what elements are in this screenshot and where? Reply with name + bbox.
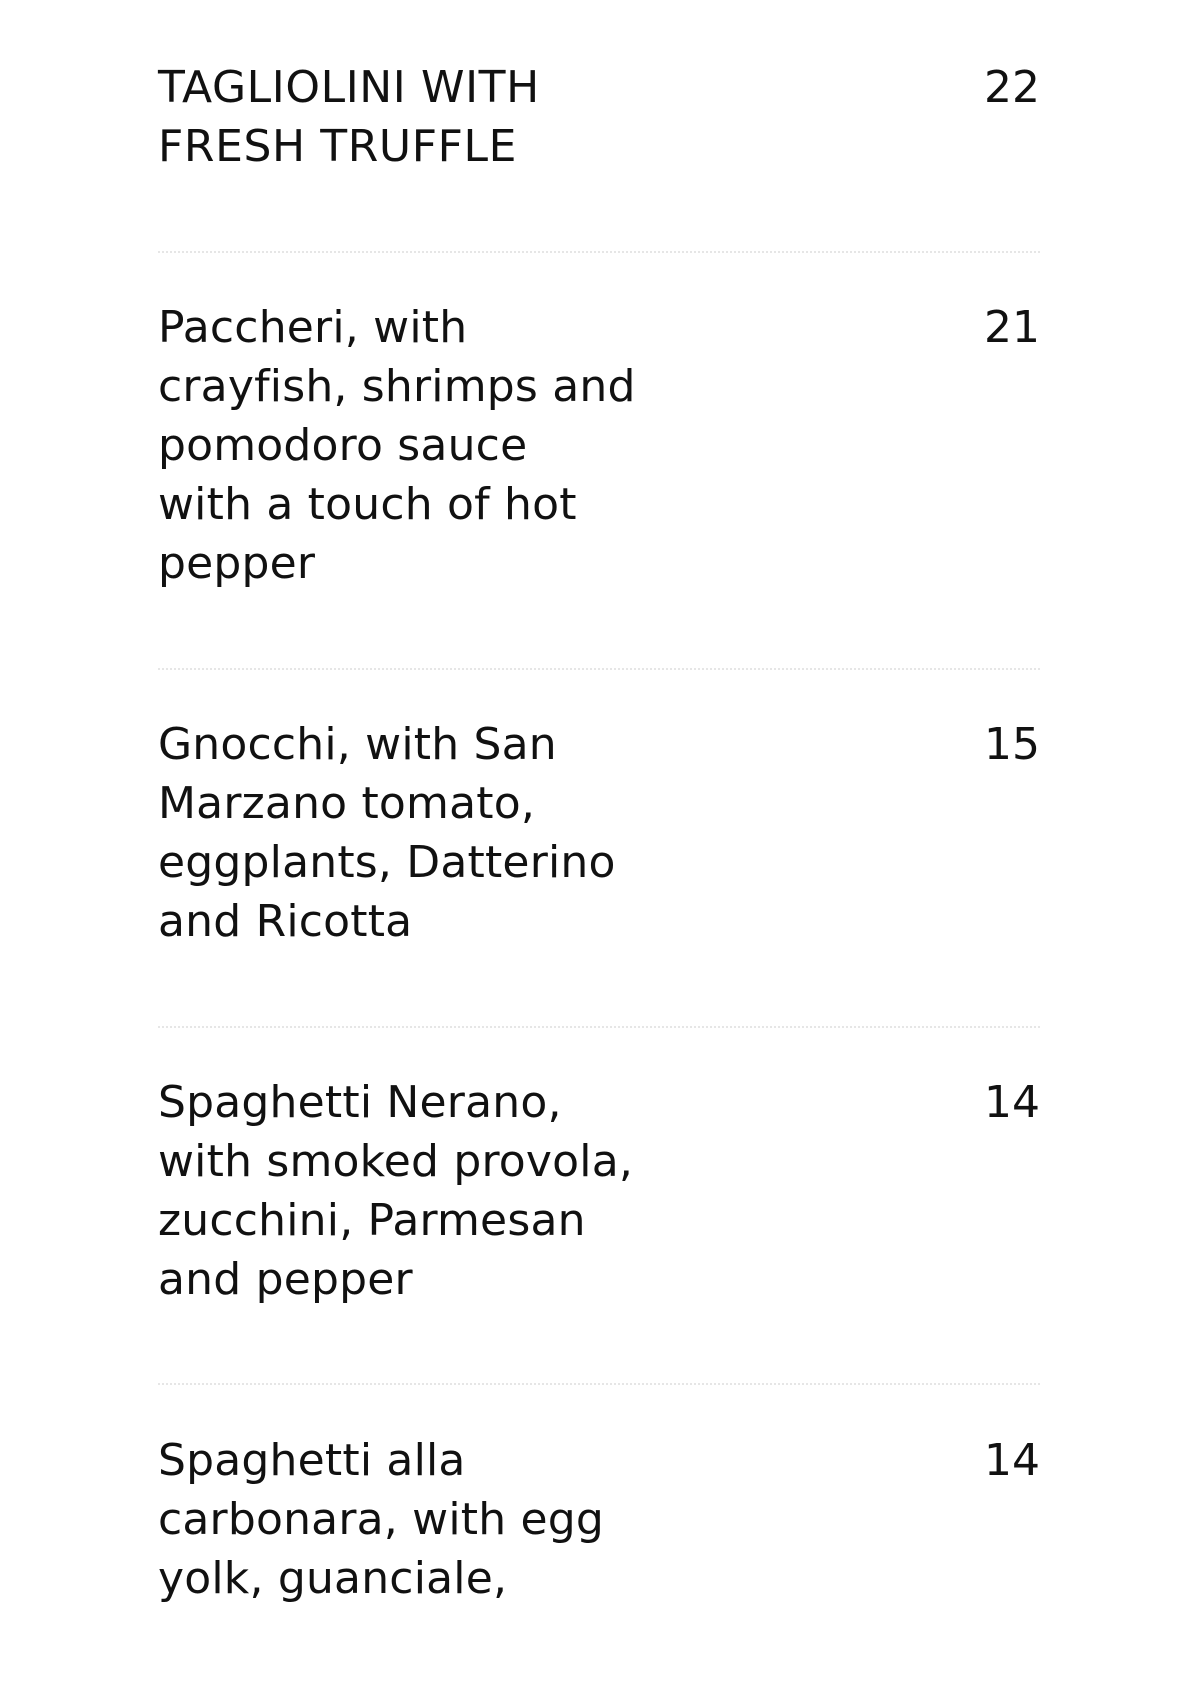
menu-item-name: Spaghetti alla carbonara, with egg yolk, guanciale, xyxy=(158,1435,605,1604)
menu-item-name: TAGLIOLINI WITH FRESH TRUFFLE xyxy=(158,62,540,172)
menu-item-name: Paccheri, with crayfish, shrimps and pomodoro sauce with a touch of hot pepper xyxy=(158,302,636,589)
menu-divider xyxy=(158,251,1040,253)
menu-item-name: Spaghetti Nerano, with smoked provola, zucchini, Parmesan and pepper xyxy=(158,1077,634,1305)
menu-item-price: 15 xyxy=(984,719,1040,770)
menu-item-price: 14 xyxy=(984,1077,1040,1128)
menu-item-price: 21 xyxy=(984,302,1040,353)
menu-divider xyxy=(158,1026,1040,1028)
menu-item-name: Gnocchi, with San Marzano tomato, eggplants, Datterino and Ricotta xyxy=(158,719,616,947)
menu-item-price: 14 xyxy=(984,1435,1040,1486)
menu-item-price: 22 xyxy=(984,62,1040,113)
menu-divider xyxy=(158,668,1040,670)
menu-divider xyxy=(158,1383,1040,1385)
